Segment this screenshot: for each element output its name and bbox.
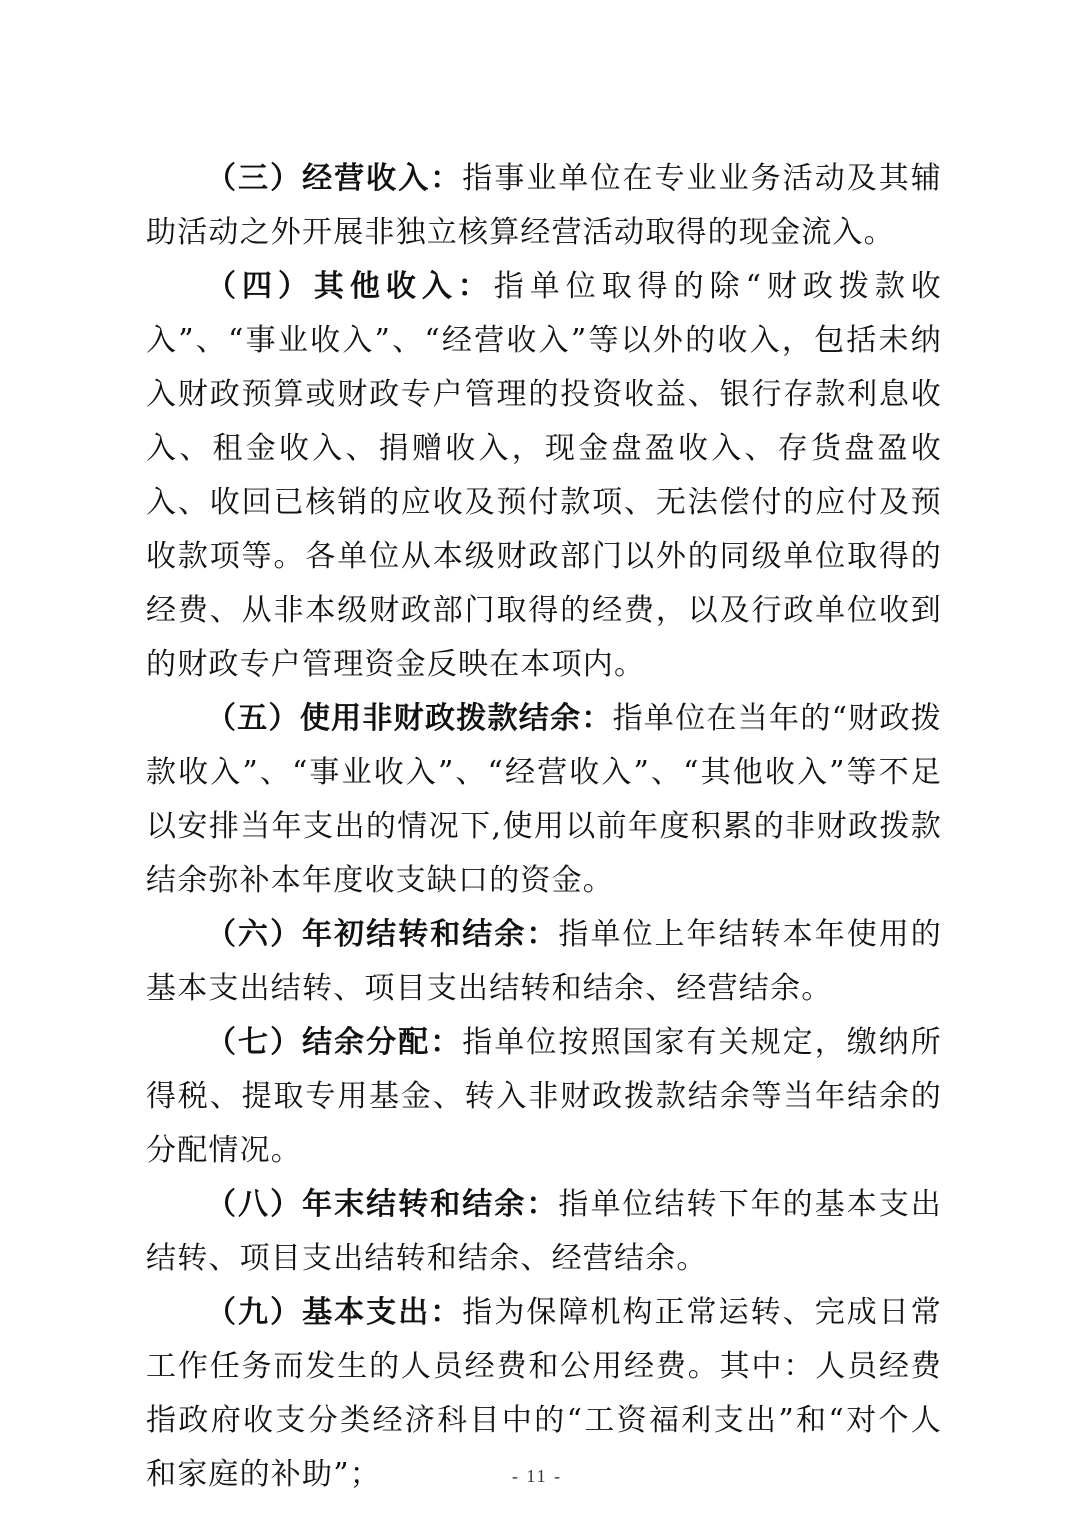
term-non-fiscal-surplus: （五）使用非财政拨款结余： <box>206 701 613 736</box>
definition-surplus-distribution: 指单位按照国家有关规定，缴纳所得税、提取专用基金、转入非财政拨款结余等当年结余的分配情况。 <box>146 1025 942 1168</box>
term-basic-expenditure: （九）基本支出： <box>206 1295 463 1330</box>
definition-non-fiscal-surplus: 指单位在当年的“财政拨款收入”、“事业收入”、“经营收入”、“其他收入”等不足以安排当年支出的情况下,使用以前年度积累的非财政拨款结余弥补本年度收支缺口的资金。 <box>146 701 942 898</box>
paragraph-opening-balance <box>146 908 942 1016</box>
definition-basic-expenditure: 指为保障机构正常运转、完成日常工作任务而发生的人员经费和公用经费。其中：人员经费指政府收支分类经济科目中的“工资福利支出”和“对个人和家庭的补助”； <box>146 1295 942 1492</box>
term-other-income: （四）其他收入： <box>206 269 494 304</box>
paragraph-closing-balance <box>146 1178 942 1286</box>
paragraph-other-income <box>146 260 942 692</box>
definition-closing-balance: 指单位结转下年的基本支出结转、项目支出结转和结余、经营结余。 <box>146 1187 943 1276</box>
definition-opening-balance: 指单位上年结转本年使用的基本支出结转、项目支出结转和结余、经营结余。 <box>146 917 943 1006</box>
page-number: - 11 - <box>511 1466 563 1486</box>
term-closing-balance: （八）年末结转和结余： <box>206 1187 559 1222</box>
paragraph-operating-income <box>146 152 942 260</box>
definition-other-income: 指单位取得的除“财政拨款收入”、“事业收入”、“经营收入”等以外的收入，包括未纳入财政预算或财政专户管理的投资收益、银行存款利息收入、租金收入、捐赠收入，现金盘盈收入、存货盘盈收入、收回已核销的应收及预付款项、无法偿付的应付及预收款项等。各单位从本级财政部门以外的同级单位取得的经费、从非本级财政部门取得的经费，以及行政单位收到的财政专户管理资金反映在本项内。 <box>146 269 942 682</box>
definition-operating-income: 指事业单位在专业业务活动及其辅助活动之外开展非独立核算经营活动取得的现金流入。 <box>146 161 942 250</box>
term-opening-balance: （六）年初结转和结余： <box>206 917 559 952</box>
paragraph-surplus-distribution <box>146 1016 942 1178</box>
term-operating-income: （三）经营收入： <box>206 161 463 196</box>
document-body <box>146 152 942 1502</box>
paragraph-non-fiscal-surplus <box>146 692 942 908</box>
term-surplus-distribution: （七）结余分配： <box>206 1025 463 1060</box>
